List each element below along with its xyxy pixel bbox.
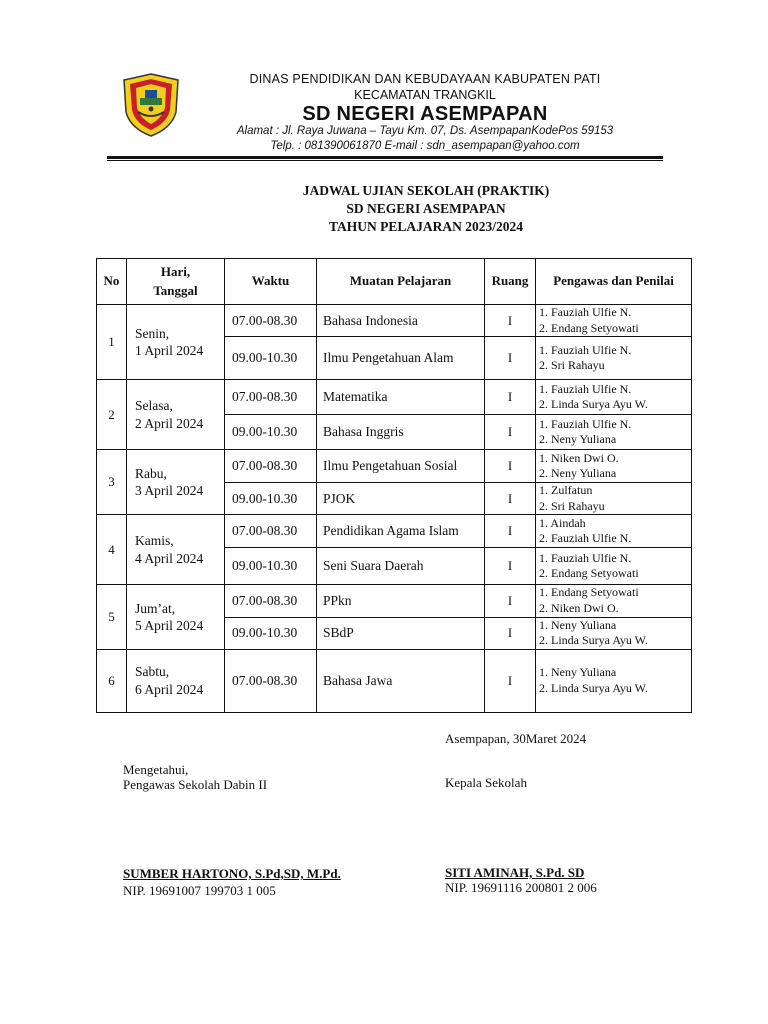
day-name: Senin, xyxy=(135,325,170,341)
letterhead-agency: DINAS PENDIDIKAN DAN KEBUDAYAAN KABUPATEN PATI xyxy=(249,72,601,86)
staff-member: 2. Fauziah Ulfie N. xyxy=(539,531,632,546)
session-room: I xyxy=(485,483,536,515)
session-time: 09.00-10.30 xyxy=(225,483,317,515)
session-time: 07.00-08.30 xyxy=(225,380,317,415)
staff-member: 2. Endang Setyowati xyxy=(539,320,639,335)
staff-member: 1. Neny Yuliana xyxy=(539,665,617,680)
signature-supervisor-nip: NIP. 19691007 199703 1 005 xyxy=(123,883,276,898)
session-subject: PPkn xyxy=(317,585,485,617)
session-subject: Ilmu Pengetahuan Sosial xyxy=(317,450,485,483)
day-date-cell xyxy=(127,515,225,585)
staff-member: 1. Zulfatun xyxy=(539,483,593,498)
row-number: 1 xyxy=(97,305,127,380)
header-staff: Pengawas dan Penilai xyxy=(536,259,692,305)
staff-member: 2. Niken Dwi O. xyxy=(539,600,619,615)
session-subject: PJOK xyxy=(317,483,485,515)
session-room: I xyxy=(485,337,536,380)
session-room: I xyxy=(485,649,536,712)
row-number: 6 xyxy=(97,649,127,712)
signature-place-date: Asempapan, 30Maret 2024 xyxy=(445,731,587,746)
day-date-cell xyxy=(127,649,225,712)
letterhead-rule-thick xyxy=(107,156,663,159)
letterhead-rule-thin xyxy=(107,160,663,161)
signature-supervisor-name: SUMBER HARTONO, S.Pd,SD, M.Pd. xyxy=(123,866,341,881)
session-staff xyxy=(536,649,692,712)
table-row xyxy=(97,515,692,548)
header-date: Tanggal xyxy=(153,282,198,298)
session-subject: Pendidikan Agama Islam xyxy=(317,515,485,548)
session-room: I xyxy=(485,585,536,617)
day-name: Sabtu, xyxy=(135,664,170,680)
session-subject: Bahasa Indonesia xyxy=(317,305,485,337)
session-subject: Bahasa Inggris xyxy=(317,415,485,450)
session-subject: Bahasa Jawa xyxy=(317,649,485,712)
table-row xyxy=(97,585,692,617)
session-subject: SBdP xyxy=(317,617,485,649)
session-time: 07.00-08.30 xyxy=(225,305,317,337)
staff-member: 1. Fauziah Ulfie N. xyxy=(539,550,632,565)
staff-member: 1. Aindah xyxy=(539,515,586,530)
staff-member: 2. Linda Surya Ayu W. xyxy=(539,397,648,412)
signature-supervisor-title: Pengawas Sekolah Dabin II xyxy=(123,777,268,792)
session-subject: Matematika xyxy=(317,380,485,415)
table-row xyxy=(97,305,692,337)
staff-member: 2. Linda Surya Ayu W. xyxy=(539,633,648,648)
session-room: I xyxy=(485,380,536,415)
day-date-cell xyxy=(127,380,225,450)
day-name: Kamis, xyxy=(135,533,174,549)
session-staff xyxy=(536,548,692,585)
session-subject: Ilmu Pengetahuan Alam xyxy=(317,337,485,380)
document-subtitle-year: TAHUN PELAJARAN 2023/2024 xyxy=(328,219,523,234)
session-staff xyxy=(536,617,692,649)
staff-member: 2. Neny Yuliana xyxy=(539,432,617,447)
staff-member: 1. Fauziah Ulfie N. xyxy=(539,305,632,319)
letterhead-address: Alamat : Jl. Raya Juwana – Tayu Km. 07, Ds. AsempapanKodePos 59153 xyxy=(236,125,614,137)
signature-principal-nip: NIP. 19691116 200801 2 006 xyxy=(445,880,597,895)
staff-member: 2. Linda Surya Ayu W. xyxy=(539,680,648,695)
header-subject: Muatan Pelajaran xyxy=(317,259,485,305)
session-staff xyxy=(536,515,692,548)
staff-member: 1. Fauziah Ulfie N. xyxy=(539,342,632,357)
letterhead-school-name: SD NEGERI ASEMPAPAN xyxy=(302,103,548,125)
session-staff xyxy=(536,337,692,380)
day-date: 6 April 2024 xyxy=(135,681,204,697)
session-subject: Seni Suara Daerah xyxy=(317,548,485,585)
schedule-table xyxy=(96,258,692,713)
row-number: 5 xyxy=(97,585,127,649)
staff-member: 2. Endang Setyowati xyxy=(539,566,639,581)
session-room: I xyxy=(485,450,536,483)
table-header-row xyxy=(97,259,692,305)
letterhead-district: KECAMATAN TRANGKIL xyxy=(354,88,496,102)
row-number: 3 xyxy=(97,450,127,515)
header-day: Hari, xyxy=(160,264,191,280)
day-name: Jum’at, xyxy=(135,600,176,616)
table-row xyxy=(97,450,692,483)
letterhead-contact: Telp. : 081390061870 E-mail : sdn_asempapan@yahoo.com xyxy=(270,140,580,152)
session-time: 09.00-10.30 xyxy=(225,548,317,585)
session-time: 07.00-08.30 xyxy=(225,585,317,617)
header-no: No xyxy=(97,259,127,305)
staff-member: 2. Sri Rahayu xyxy=(539,498,605,513)
session-room: I xyxy=(485,548,536,585)
session-time: 09.00-10.30 xyxy=(225,617,317,649)
session-time: 07.00-08.30 xyxy=(225,649,317,712)
day-name: Rabu, xyxy=(135,465,167,481)
header-day-date xyxy=(127,259,225,305)
session-staff xyxy=(536,483,692,515)
row-number: 2 xyxy=(97,380,127,450)
day-date-cell xyxy=(127,585,225,649)
day-date: 2 April 2024 xyxy=(135,415,204,431)
staff-member: 1. Fauziah Ulfie N. xyxy=(539,381,632,396)
session-room: I xyxy=(485,305,536,337)
staff-member: 2. Sri Rahayu xyxy=(539,358,605,373)
day-date-cell xyxy=(127,305,225,380)
table-row xyxy=(97,649,692,712)
session-time: 07.00-08.30 xyxy=(225,450,317,483)
session-room: I xyxy=(485,515,536,548)
document-title: JADWAL UJIAN SEKOLAH (PRAKTIK) xyxy=(302,183,550,198)
table-row xyxy=(97,380,692,415)
session-staff xyxy=(536,450,692,483)
day-date: 5 April 2024 xyxy=(135,618,204,634)
session-staff xyxy=(536,585,692,617)
session-time: 09.00-10.30 xyxy=(225,415,317,450)
header-time: Waktu xyxy=(225,259,317,305)
staff-member: 1. Neny Yuliana xyxy=(539,617,617,632)
staff-member: 1. Endang Setyowati xyxy=(539,585,639,600)
session-staff xyxy=(536,415,692,450)
day-date: 1 April 2024 xyxy=(135,343,204,359)
staff-member: 1. Fauziah Ulfie N. xyxy=(539,416,632,431)
staff-member: 1. Niken Dwi O. xyxy=(539,450,619,465)
row-number: 4 xyxy=(97,515,127,585)
day-date: 4 April 2024 xyxy=(135,550,204,566)
day-name: Selasa, xyxy=(135,398,173,414)
signature-principal-name: SITI AMINAH, S.Pd. SD xyxy=(445,865,585,880)
session-room: I xyxy=(485,617,536,649)
session-time: 07.00-08.30 xyxy=(225,515,317,548)
signature-acknowledged-label: Mengetahui, xyxy=(123,762,189,777)
header-room: Ruang xyxy=(485,259,536,305)
staff-member: 2. Neny Yuliana xyxy=(539,466,617,481)
session-staff xyxy=(536,380,692,415)
day-date-cell xyxy=(127,450,225,515)
session-time: 09.00-10.30 xyxy=(225,337,317,380)
session-room: I xyxy=(485,415,536,450)
session-staff xyxy=(536,305,692,337)
day-date: 3 April 2024 xyxy=(135,483,204,499)
signature-principal-title: Kepala Sekolah xyxy=(445,775,527,790)
document-subtitle-school: SD NEGERI ASEMPAPAN xyxy=(346,201,506,216)
district-logo xyxy=(120,72,182,138)
